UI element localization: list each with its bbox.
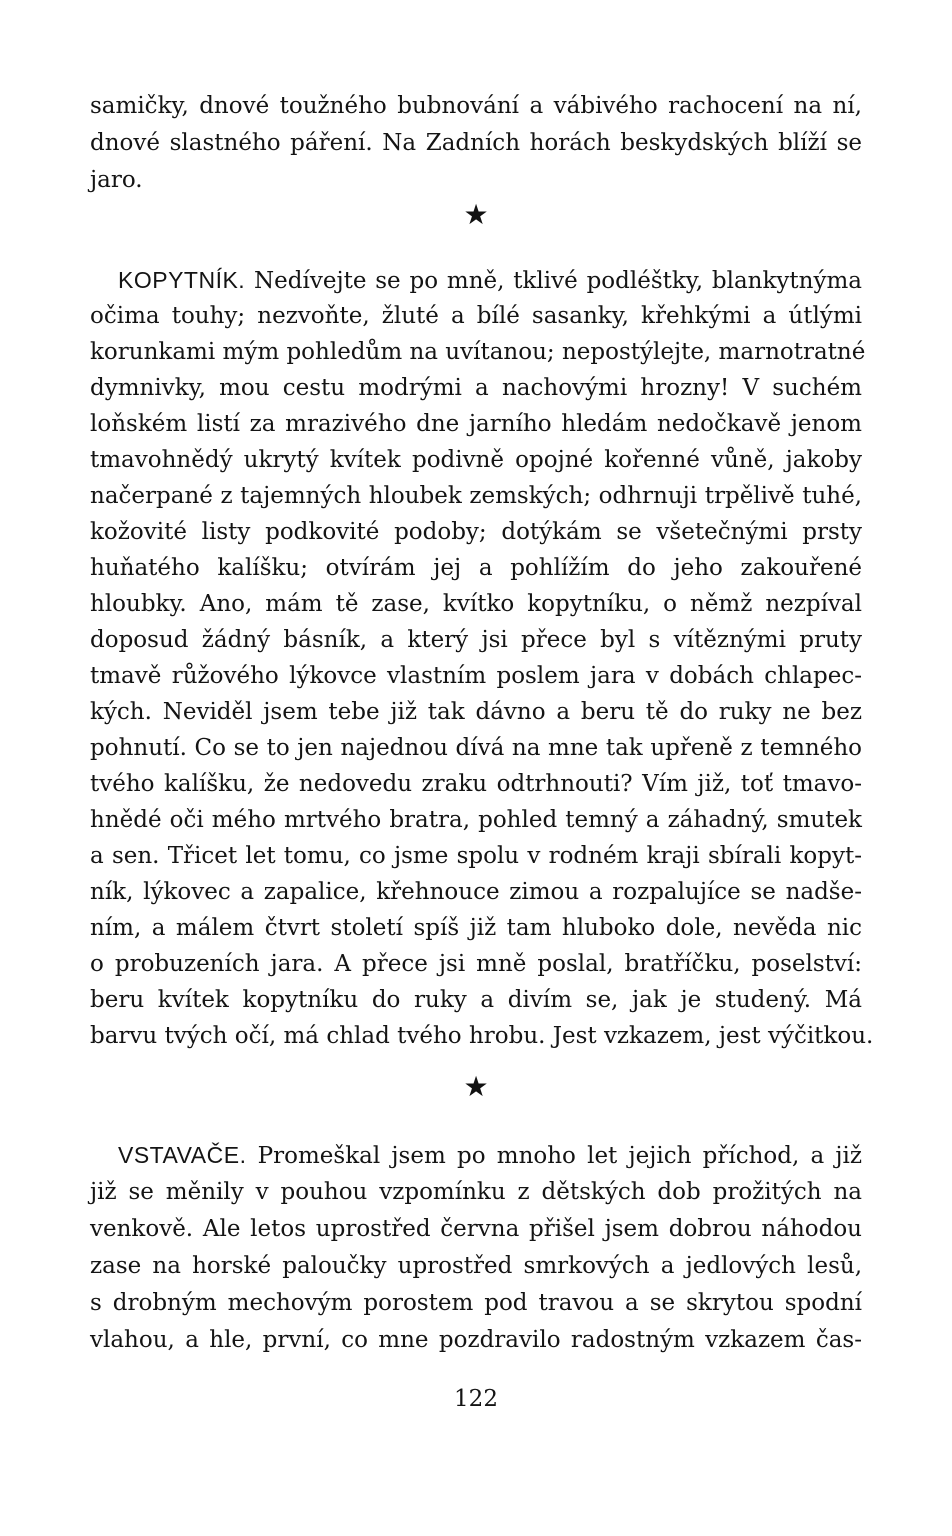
text-fragment: Nedívejte se po mně, tklivé podléštky, blankytnýma — [245, 268, 862, 294]
text-line: samičky, dnové toužného bubnování a vábivého rachocení na ní, — [90, 93, 862, 119]
text-line: hloubky. Ano, mám tě zase, kvítko kopytníku, o němž nezpíval — [90, 591, 862, 617]
paragraph-first-line — [118, 1138, 862, 1172]
text-line: doposud žádný básník, a který jsi přece byl s vítěznými pruty — [90, 627, 862, 653]
text-line: pohnutí. Co se to jen najednou dívá na mne tak upřeně z temného — [90, 735, 862, 761]
text-line: tvého kalíšku, že nedovedu zraku odtrhnouti? Vím již, toť tmavo- — [90, 771, 862, 797]
text-line: jaro. — [90, 167, 143, 193]
text-line: beru kvítek kopytníku do ruky a divím se, jak je studený. Má — [90, 987, 862, 1013]
text-line: huňatého kalíšku; otvírám jej a pohlížím do jeho zakouřené — [90, 555, 862, 581]
section-heading: VSTAVAČE. — [118, 1142, 247, 1168]
text-line: loňském listí za mrazivého dne jarního hledám nedočkavě jenom — [90, 411, 862, 437]
text-line: očima touhy; nezvoňte, žluté a bílé sasanky, křehkými a útlými — [90, 303, 862, 329]
text-line: tmavě růžového lýkovce vlastním poslem jara v dobách chlapec- — [90, 663, 862, 689]
text-line: zase na horské paloučky uprostřed smrkových a jedlových lesů, — [90, 1253, 862, 1279]
text-line: dymnivky, mou cestu modrými a nachovými hrozny! V suchém — [90, 375, 862, 401]
text-line: kých. Neviděl jsem tebe již tak dávno a beru tě do ruky ne bez — [90, 699, 862, 725]
text-line: kožovité listy podkovité podoby; dotýkám se všetečnými prsty — [90, 519, 862, 545]
text-line: venkově. Ale letos uprostřed června přišel jsem dobrou náhodou — [90, 1216, 862, 1242]
text-line: načerpané z tajemných hloubek zemských; odhrnuji trpělivě tuhé, — [90, 483, 862, 509]
text-line: hnědé oči mého mrtvého bratra, pohled temný a záhadný, smutek — [90, 807, 862, 833]
text-line: dnové slastného páření. Na Zadních horách beskydských blíží se — [90, 130, 862, 156]
star-separator-icon: ★ — [463, 1070, 489, 1103]
text-fragment: Promeškal jsem po mnoho let jejich příchod, a již — [246, 1143, 862, 1169]
text-line: tmavohnědý ukrytý kvítek podivně opojné kořenné vůně, jakoby — [90, 447, 862, 473]
page-number: 122 — [454, 1386, 498, 1412]
text-line: o probuzeních jara. A přece jsi mně poslal, bratříčku, poselství: — [90, 951, 862, 977]
text-line: ním, a málem čtvrt století spíš již tam hluboko dole, nevěda nic — [90, 915, 862, 941]
text-line: a sen. Třicet let tomu, co jsme spolu v rodném kraji sbírali kopyt- — [90, 843, 862, 869]
star-separator-icon: ★ — [463, 198, 489, 231]
text-line: vlahou, a hle, první, co mne pozdravilo radostným vzkazem čas- — [90, 1327, 862, 1353]
text-line: korunkami mým pohledům na uvítanou; nepostýlejte, marnotratné — [90, 339, 866, 365]
text-line: s drobným mechovým porostem pod travou a se skrytou spodní — [90, 1290, 862, 1316]
text-line: barvu tvých očí, má chlad tvého hrobu. Jest vzkazem, jest výčitkou. — [90, 1023, 874, 1049]
text-line: již se měnily v pouhou vzpomínku z dětských dob prožitých na — [90, 1179, 862, 1205]
text-line: ník, lýkovec a zapalice, křehnouce zimou a rozpalujíce se nadše- — [90, 879, 862, 905]
section-heading: KOPYTNÍK. — [118, 267, 246, 293]
paragraph-first-line — [118, 263, 862, 297]
